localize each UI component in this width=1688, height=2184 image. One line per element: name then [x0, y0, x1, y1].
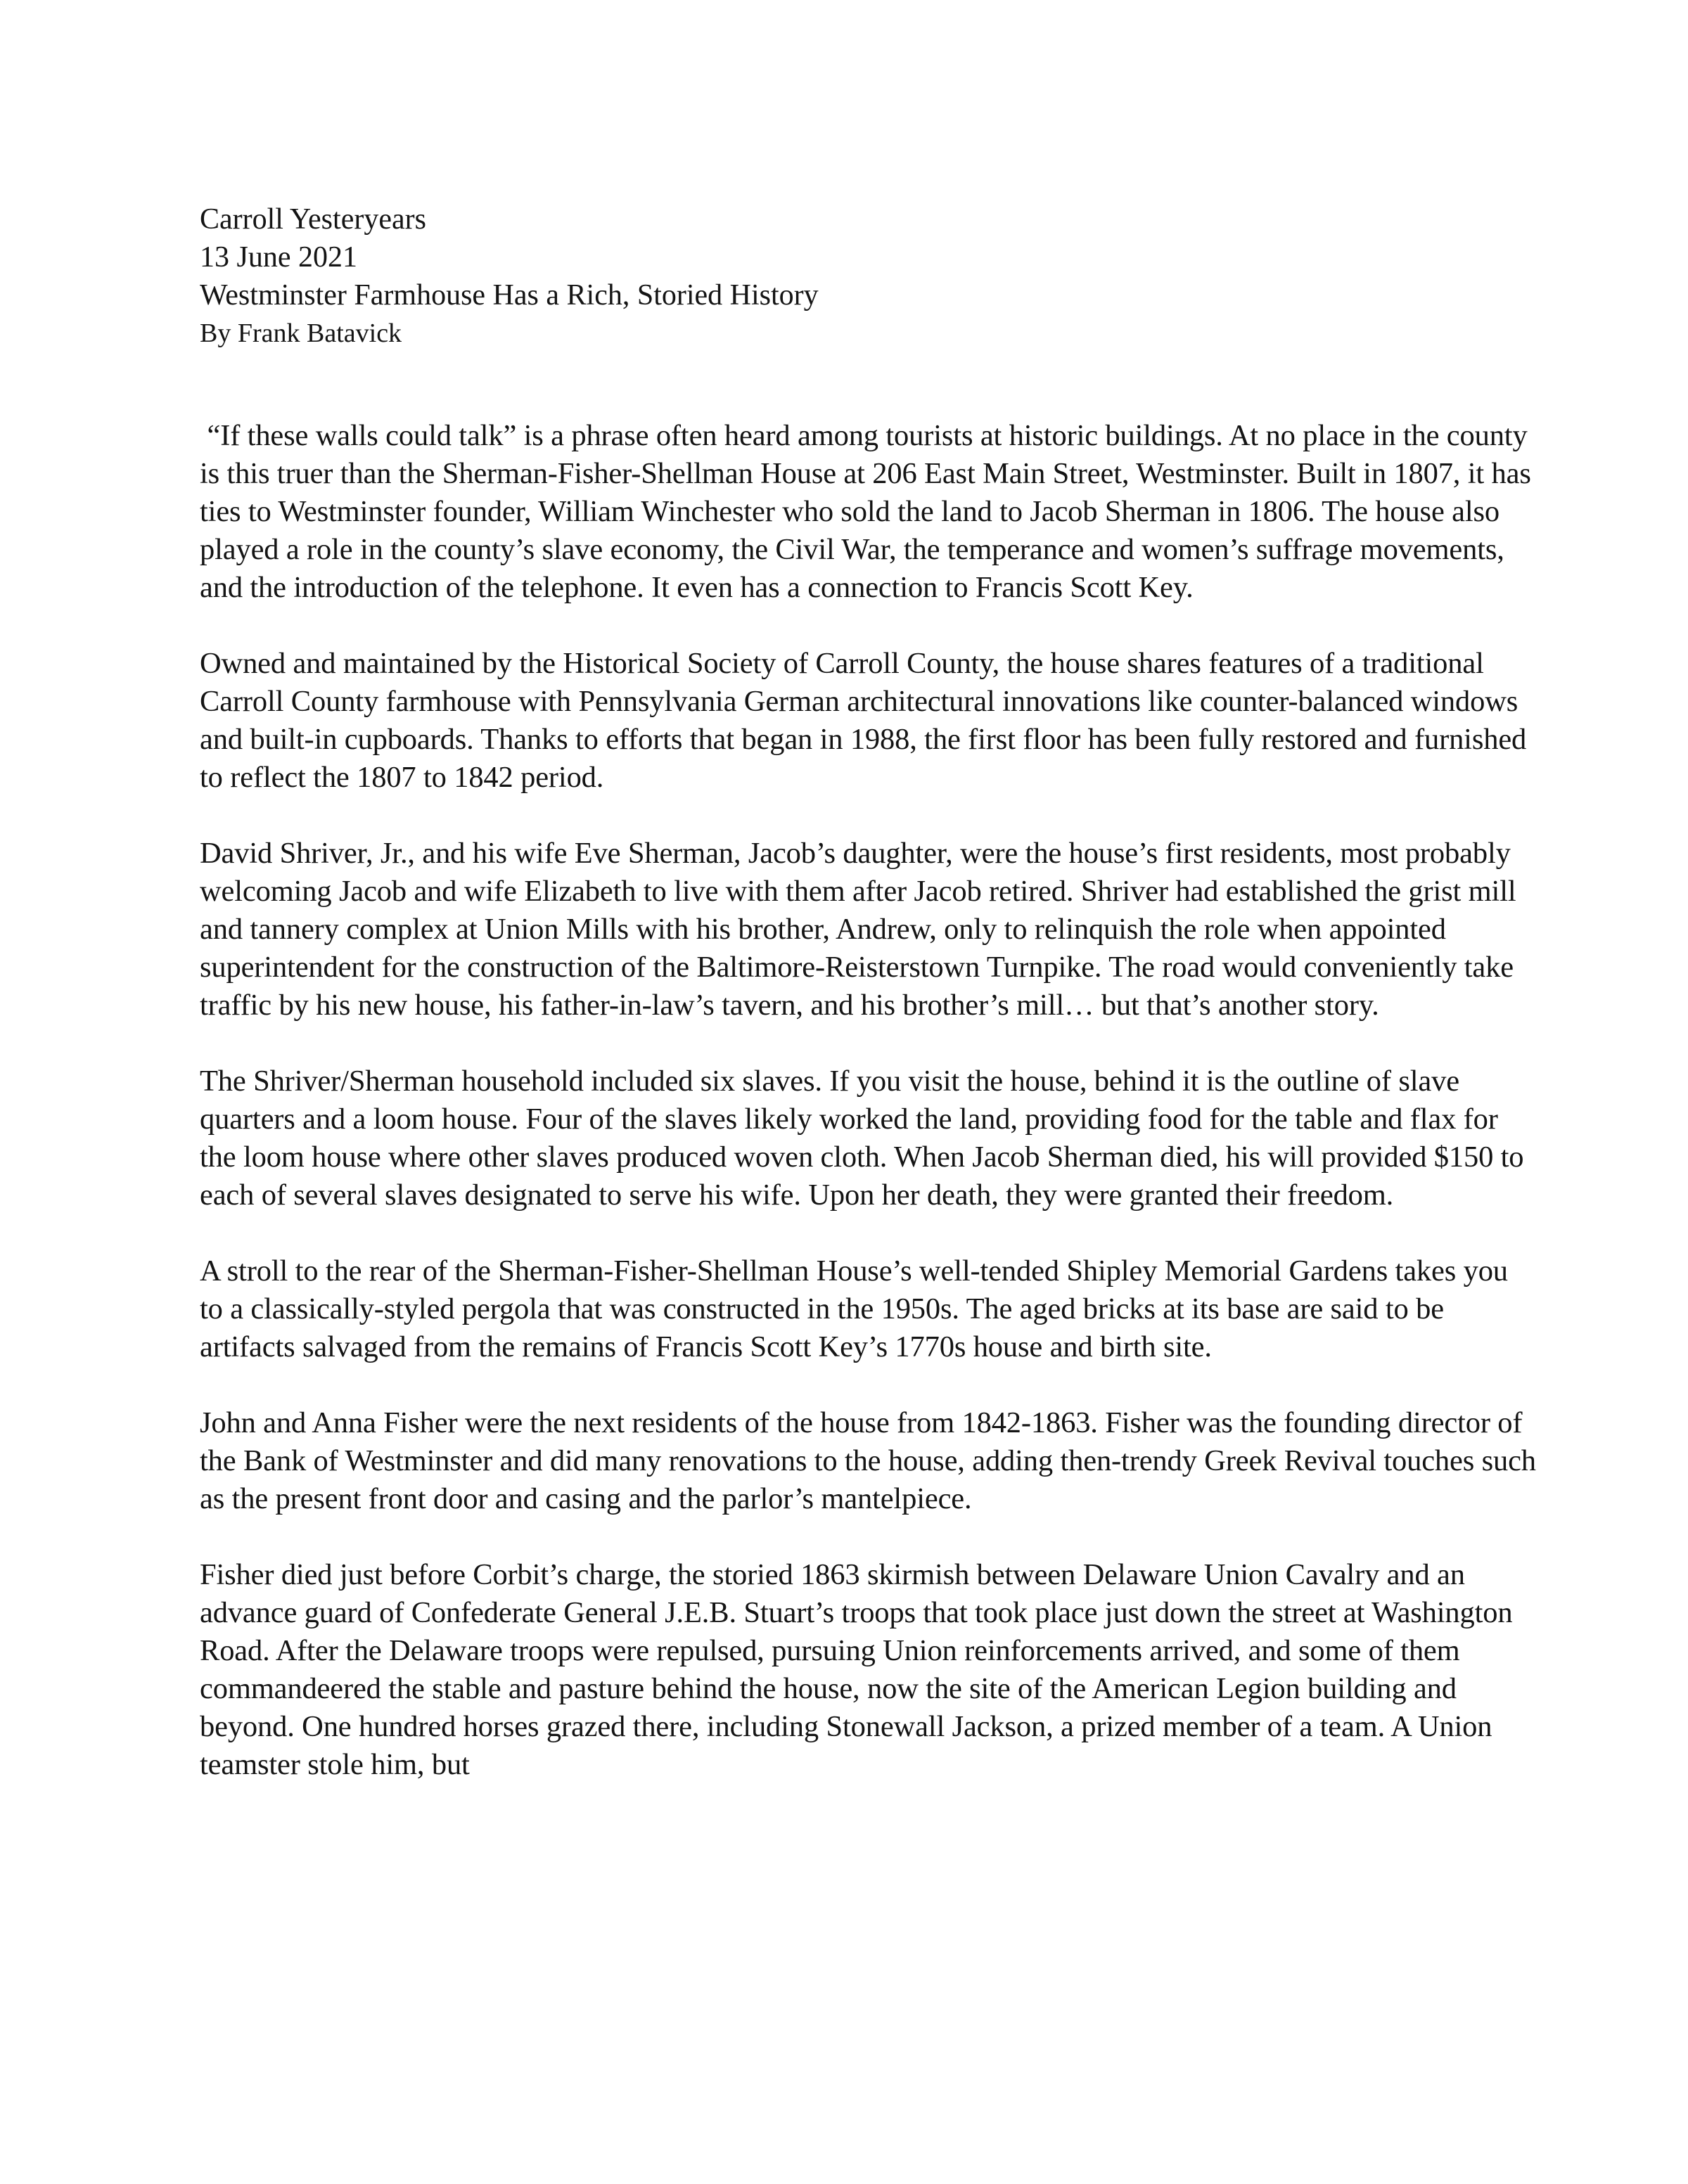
article-title: Westminster Farmhouse Has a Rich, Storied History [200, 279, 819, 311]
article-header [200, 200, 1536, 352]
paragraph-2: Owned and maintained by the Historical Society of Carroll County, the house shares features of a traditional Carroll County farmhouse with Pennsylvania German architectural innovations like counter-balanced windows and built-in cupboards. Thanks to efforts that began in 1988, the first floor has been fully restored and furnished to reflect the 1807 to 1842 period. [200, 647, 1527, 794]
article-date: 13 June 2021 [200, 241, 357, 274]
paragraph-1: “If these walls could talk” is a phrase often heard among tourists at historic buildings. At no place in the county is this truer than the Sherman-Fisher-Shellman House at 206 East Main Street, Westminster. Built in 1807, it has ties to Westminster founder, William Winchester who sold the land to Jacob Sherman in 1806. The house also played a role in the county’s slave economy, the Civil War, the temperance and women’s suffrage movements, and the introduction of the telephone. It even has a connection to Francis Scott Key. [200, 419, 1531, 604]
article-body [200, 200, 1536, 1784]
article-byline: By Frank Batavick [200, 319, 402, 348]
paragraph-4: The Shriver/Sherman household included six slaves. If you visit the house, behind it is the outline of slave quarters and a loom house. Four of the slaves likely worked the land, providing food for the table and flax for the loom house where other slaves produced woven cloth. When Jacob Sherman died, his will provided $150 to each of several slaves designated to serve his wife. Upon her death, they were granted their freedom. [200, 1065, 1524, 1212]
paragraph-7: Fisher died just before Corbit’s charge, the storied 1863 skirmish between Delaware Union Cavalry and an advance guard of Confederate General J.E.B. Stuart’s troops that took place just down the street at Washington Road. After the Delaware troops were repulsed, pursuing Union reinforcements arrived, and some of them commandeered the stable and pasture behind the house, now the site of the American Legion building and beyond. One hundred horses grazed there, including Stonewall Jackson, a prized member of a team. A Union teamster stole him, but [200, 1558, 1513, 1781]
paragraph-5: A stroll to the rear of the Sherman-Fisher-Shellman House’s well-tended Shipley Memorial Gardens takes you to a classically-styled pergola that was constructed in the 1950s. The aged bricks at its base are said to be artifacts salvaged from the remains of Francis Scott Key’s 1770s house and birth site. [200, 1254, 1508, 1363]
paragraph-6: John and Anna Fisher were the next residents of the house from 1842-1863. Fisher was the founding director of the Bank of Westminster and did many renovations to the house, adding then-trendy Greek Revival touches such as the present front door and casing and the parlor’s mantelpiece. [200, 1406, 1536, 1515]
publication-name: Carroll Yesteryears [200, 203, 426, 236]
paragraph-3: David Shriver, Jr., and his wife Eve Sherman, Jacob’s daughter, were the house’s first residents, most probably welcoming Jacob and wife Elizabeth to live with them after Jacob retired. Shriver had established the grist mill and tannery complex at Union Mills with his brother, Andrew, only to relinquish the role when appointed superintendent for the construction of the Baltimore-Reisterstown Turnpike. The road would conveniently take traffic by his new house, his father-in-law’s tavern, and his brother’s mill… but that’s another story. [200, 837, 1516, 1022]
